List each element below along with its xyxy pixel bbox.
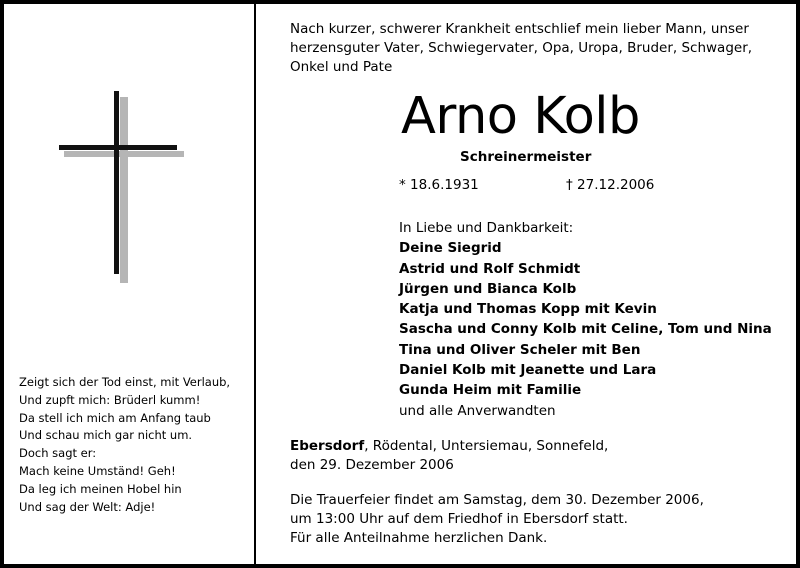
mourner-name: Tina und Oliver Scheler mit Ben <box>399 341 641 358</box>
notice-date: den 29. Dezember 2006 <box>290 457 454 473</box>
death-date: † 27.12.2006 <box>566 177 655 193</box>
place-and-date <box>290 437 608 475</box>
intro-line: Onkel und Pate <box>290 59 393 76</box>
funeral-line: um 13:00 Uhr auf dem Friedhof in Ebersdorf statt. <box>290 511 628 527</box>
mourner-name: Jürgen und Bianca Kolb <box>399 280 577 297</box>
mourner-name: Sascha und Conny Kolb mit Celine, Tom und Nina <box>399 321 772 338</box>
mourner-name: Deine Siegrid <box>399 240 502 257</box>
cross-icon <box>56 88 186 283</box>
poem-line: Und schau mich gar nicht um. <box>19 428 193 443</box>
mourners-closing: und alle Anverwandten <box>399 402 556 419</box>
mourners-heading: In Liebe und Dankbarkeit: <box>399 220 574 236</box>
place-rest: , Rödental, Untersiemau, Sonnefeld, <box>364 438 609 454</box>
place-town: Ebersdorf <box>290 438 365 454</box>
poem-line: Und sag der Welt: Adje! <box>19 499 156 514</box>
poem-line: Da stell ich mich am Anfang taub <box>19 410 211 425</box>
poem-line: Und zupft mich: Brüderl kumm! <box>19 392 201 407</box>
place-line <box>290 437 608 456</box>
deceased-name: Arno Kolb <box>401 87 640 146</box>
funeral-notice <box>290 491 704 548</box>
intro-text <box>290 20 770 78</box>
mourner-name: Astrid und Rolf Schmidt <box>399 260 581 277</box>
intro-line: herzensguter Vater, Schwiegervater, Opa, Uropa, Bruder, Schwager, <box>290 40 753 57</box>
poem <box>19 374 230 516</box>
poem-line: Mach keine Umständ! Geh! <box>19 463 176 478</box>
poem-line: Da leg ich meinen Hobel hin <box>19 481 182 496</box>
mourner-name: Katja und Thomas Kopp mit Kevin <box>399 301 657 318</box>
intro-line: Nach kurzer, schwerer Krankheit entschlief mein lieber Mann, unser <box>290 21 749 37</box>
funeral-line: Für alle Anteilnahme herzlichen Dank. <box>290 530 548 546</box>
funeral-line: Die Trauerfeier findet am Samstag, dem 30. Dezember 2006, <box>290 492 704 508</box>
poem-line: Doch sagt er: <box>19 446 97 461</box>
mourner-name: Gunda Heim mit Familie <box>399 382 582 399</box>
birth-date: * 18.6.1931 <box>399 177 479 193</box>
mourner-name: Daniel Kolb mit Jeanette und Lara <box>399 362 657 379</box>
mourners-list <box>399 218 772 421</box>
poem-line: Zeigt sich der Tod einst, mit Verlaub, <box>19 375 231 389</box>
column-divider <box>254 4 256 564</box>
deceased-profession: Schreinermeister <box>460 149 592 165</box>
